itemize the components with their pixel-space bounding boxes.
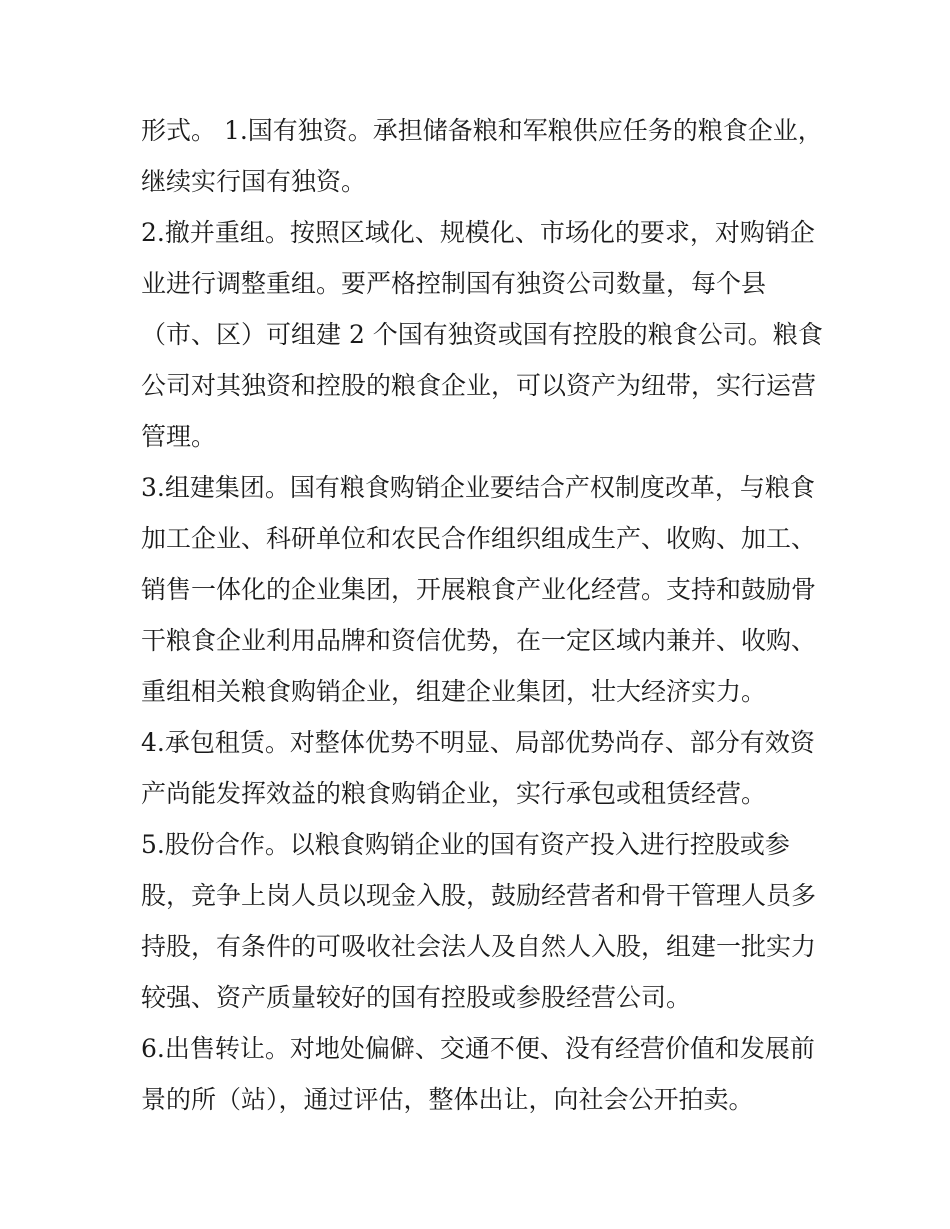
text-line: （市、区）可组建 2 个国有独资或国有控股的粮食公司。粮食 (141, 320, 823, 349)
text-line: 3.组建集团。国有粮食购销企业要结合产权制度改革，与粮食 (141, 473, 815, 502)
text-line: 2.撤并重组。按照区域化、规模化、市场化的要求，对购销企 (141, 218, 815, 247)
text-line: 干粮食企业利用品牌和资信优势，在一定区域内兼并、收购、 (141, 626, 817, 655)
text-line: 6.出售转让。对地处偏僻、交通不便、没有经营价值和发展前 (141, 1034, 815, 1063)
text-line: 业进行调整重组。要严格控制国有独资公司数量，每个县 (141, 269, 767, 298)
text-line: 4.承包租赁。对整体优势不明显、局部优势尚存、部分有效资 (141, 728, 815, 757)
text-line: 管理。 (141, 422, 217, 451)
text-line: 景的所（站），通过评估，整体出让，向社会公开拍卖。 (141, 1085, 754, 1114)
text-line: 股，竞争上岗人员以现金入股，鼓励经营者和骨干管理人员多 (141, 881, 817, 910)
text-line: 较强、资产质量较好的国有控股或参股经营公司。 (141, 983, 692, 1012)
text-line: 产尚能发挥效益的粮食购销企业，实行承包或租赁经营。 (141, 779, 767, 808)
text-line: 销售一体化的企业集团，开展粮食产业化经营。支持和鼓励骨 (141, 575, 817, 604)
text-line: 加工企业、科研单位和农民合作组织组成生产、收购、加工、 (141, 524, 817, 553)
text-line: 5.股份合作。以粮食购销企业的国有资产投入进行控股或参 (141, 830, 790, 859)
text-line: 继续实行国有独资。 (141, 167, 367, 196)
text-line: 形式。 1.国有独资。承担储备粮和军粮供应任务的粮食企业， (141, 116, 823, 145)
text-line: 重组相关粮食购销企业，组建企业集团，壮大经济实力。 (141, 677, 767, 706)
text-line: 公司对其独资和控股的粮食企业，可以资产为纽带，实行运营 (141, 371, 817, 400)
text-line: 持股，有条件的可吸收社会法人及自然人入股，组建一批实力 (141, 932, 817, 961)
document-body (141, 105, 821, 1125)
